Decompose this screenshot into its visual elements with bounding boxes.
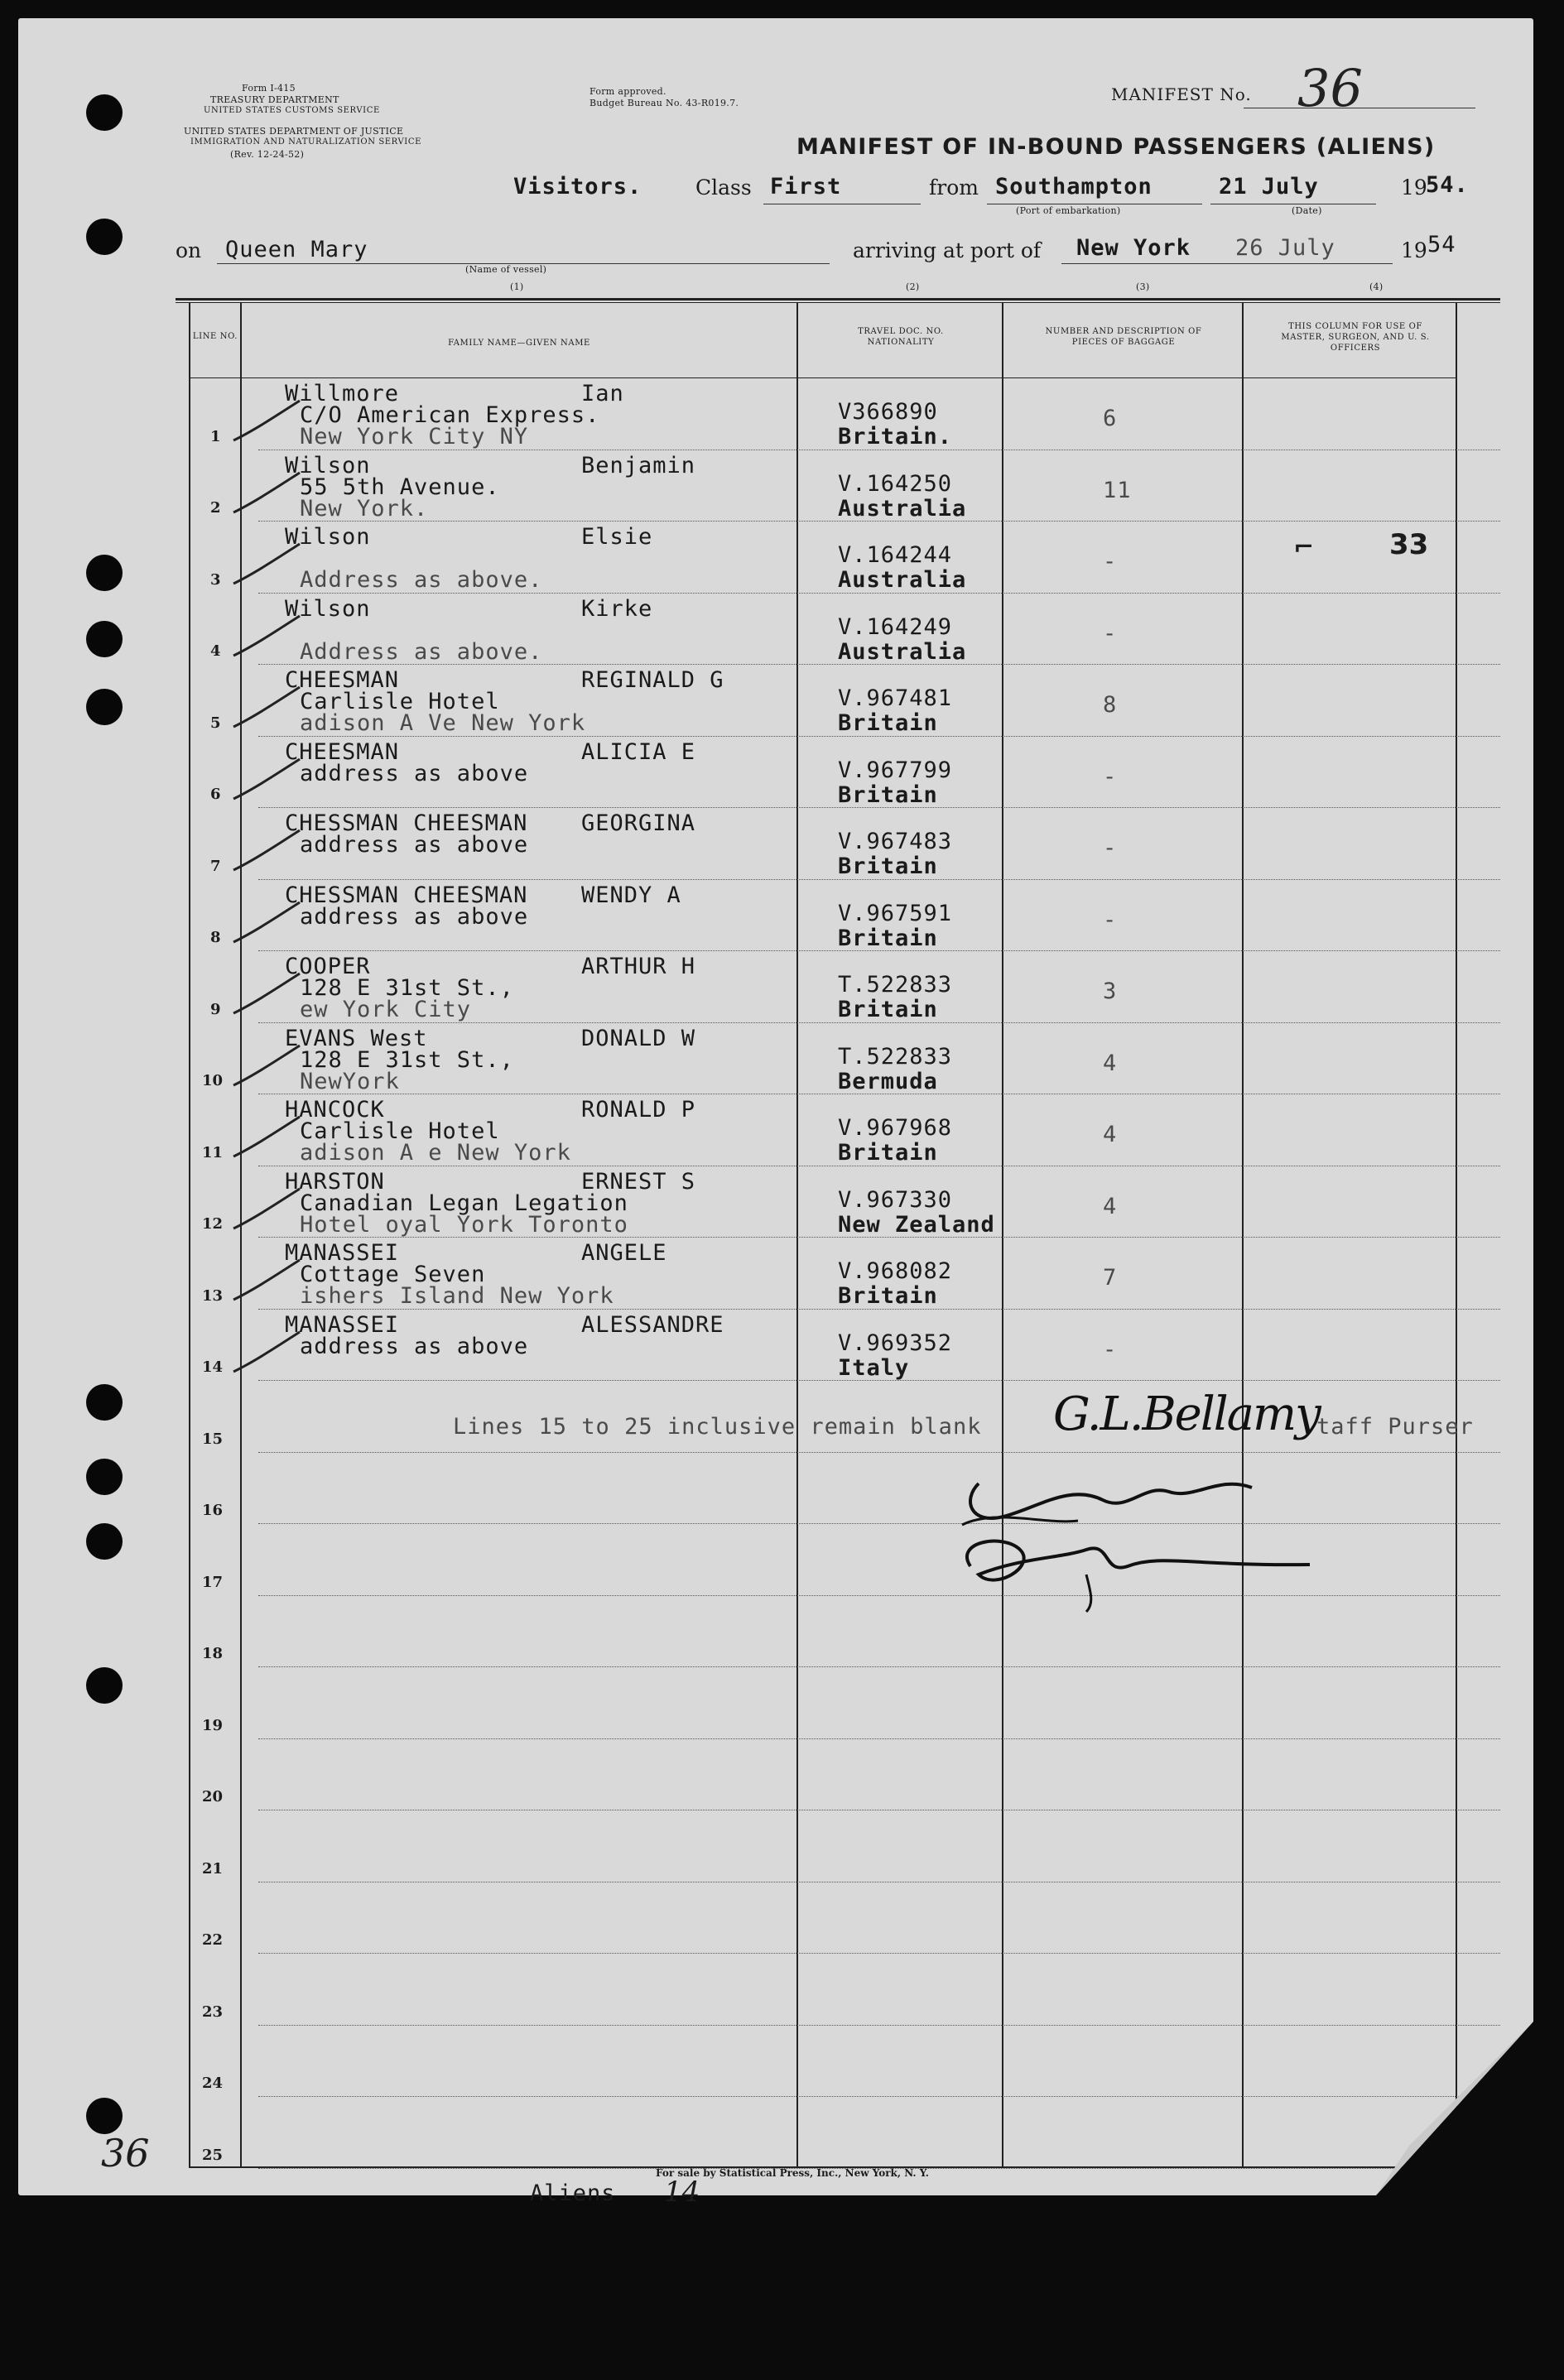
nationality: Britain [838,925,938,951]
nationality: Britain [838,781,938,808]
address-line-1: address as above [300,903,529,930]
given-name: REGINALD G [581,667,724,693]
given-name: ERNEST S [581,1168,696,1195]
row-number: 25 [202,2146,224,2164]
arrival-underline [1061,263,1393,264]
form-revision: (Rev. 12-24-52) [230,149,305,160]
col-marker-2: (2) [906,281,920,292]
row-number: 18 [202,1645,224,1662]
family-name: COOPER [285,954,371,979]
address-line-1: address as above [300,832,529,858]
ins-service: IMMIGRATION AND NATURALIZATION SERVICE [190,137,421,147]
family-name: HANCOCK [285,1097,385,1123]
check-mark-icon [229,1257,304,1306]
address-line-1: Carlisle Hotel [300,1118,500,1144]
visitor-category: Visitors. [513,174,642,200]
travel-doc-no: V.967330 [838,1186,953,1213]
given-name: RONALD P [581,1097,696,1123]
row-number: 24 [202,2075,224,2092]
manifest-sheet [18,18,1533,2209]
folded-corner [1376,2022,1533,2195]
row-number: 10 [202,1072,224,1089]
table-top-rule [176,298,1500,301]
address-line-2: ew York City [300,997,472,1022]
treasury-dept: TREASURY DEPARTMENT [210,94,339,105]
officer-note: 33 [1389,528,1429,561]
departure-year: 54. [1426,172,1469,198]
table-right-border [1456,302,1457,2166]
travel-doc-no: T.522833 [838,972,953,998]
address-line-2: ishers Island New York [300,1283,614,1309]
row-rule [258,1738,1500,1739]
punch-hole [86,219,123,255]
travel-doc-no: V.967483 [838,829,953,854]
family-name: CHEESMAN [285,667,400,693]
check-mark-icon [229,684,304,733]
given-name: ANGELE [581,1240,667,1266]
baggage-count: - [1103,906,1118,933]
baggage-count: 4 [1103,1122,1118,1147]
nationality: Britain [838,997,938,1022]
header-bottom-rule [189,377,1456,378]
check-mark-icon [229,469,304,519]
form-number: Form I-415 [242,83,296,94]
on-label: on [176,238,202,262]
row-number: 3 [210,570,221,589]
given-name: GEORGINA [581,810,696,836]
class-value: First [770,174,842,200]
col-marker-1: (1) [510,281,524,292]
arrival-date: 26 July [1235,235,1335,261]
row-number: 8 [210,929,221,946]
name-col-divider [796,302,798,2166]
arrival-year-prefix: 19 [1401,238,1427,262]
travel-doc-no: V.164249 [838,613,953,640]
aliens-count: 14 [664,2176,700,2209]
check-mark-icon [229,827,304,877]
punch-hole [86,2098,123,2134]
nationality: Australia [838,495,967,522]
address-line-1: 128 E 31st St., [300,975,514,1001]
blank-lines-note: Lines 15 to 25 inclusive remain blank [453,1414,982,1440]
row-rule [258,2025,1500,2026]
manifest-no-label: MANIFEST No. [1111,84,1252,104]
baggage-count: 11 [1103,477,1132,503]
date-note: (Date) [1292,205,1322,216]
doc-col-divider [1002,302,1003,2166]
header-line-no: LINE NO. [192,332,238,341]
given-name: WENDY A [581,882,681,908]
travel-doc-no: V366890 [838,399,938,425]
row-number: 15 [202,1430,224,1448]
baggage-count: - [1103,620,1118,647]
travel-doc-no: V.967481 [838,685,953,711]
nationality: Britain [838,1283,938,1309]
check-mark-icon [229,541,304,590]
check-mark-icon [229,613,304,662]
row-number: 19 [202,1716,224,1734]
justice-dept: UNITED STATES DEPARTMENT OF JUSTICE [184,126,404,137]
row-number: 21 [202,1859,224,1878]
family-name: Wilson [285,452,371,478]
row-number: 2 [210,499,221,517]
family-name: Wilson [285,595,371,622]
nationality: Britain [838,853,938,879]
nationality: Australia [838,567,967,593]
margin-note: 36 [101,2131,150,2176]
departure-date: 21 July [1219,174,1319,200]
nationality: Britain [838,1140,938,1166]
check-mark-icon [229,1113,304,1163]
printer-note: For sale by Statistical Press, Inc., New York, N. Y. [656,2167,929,2179]
address-line-2: New York. [300,495,429,522]
travel-doc-no: V.967799 [838,757,953,783]
baggage-count: - [1103,1336,1118,1363]
purser-title: taff Purser [1316,1414,1474,1440]
given-name: ALESSANDRE [581,1311,724,1338]
header-officers: THIS COLUMN FOR USE OF MASTER, SURGEON, AND U. S. OFFICERS [1281,322,1430,353]
travel-doc-no: V.968082 [838,1258,953,1284]
given-name: ALICIA E [581,738,696,765]
header-baggage: NUMBER AND DESCRIPTION OF PIECES OF BAGGAGE [1045,327,1202,347]
family-name: Willmore [285,381,400,406]
row-number: 5 [210,714,221,732]
purser-signature: G.L.Bellamy [1053,1387,1320,1441]
family-name: CHESSMAN CHEESMAN [285,810,528,836]
nationality: New Zealand [838,1211,995,1238]
punch-hole [86,1384,123,1421]
address-line-1: 55 5th Avenue. [300,474,500,500]
row-number: 4 [210,642,221,660]
nationality: Britain. [838,424,953,450]
year-prefix: 19 [1401,175,1427,200]
baggage-count: - [1103,835,1118,861]
vessel-name: Queen Mary [225,237,368,262]
travel-doc-no: V.967591 [838,900,953,926]
header-name: FAMILY NAME—GIVEN NAME [448,339,590,348]
manifest-number: 36 [1297,58,1363,118]
address-line-2: adison A e New York [300,1140,571,1166]
family-name: HARSTON [285,1168,385,1195]
check-mark-icon [229,397,304,447]
baggage-count: 7 [1103,1265,1118,1291]
address-line-1: address as above [300,1333,529,1359]
given-name: Kirke [581,595,653,622]
row-number: 11 [202,1143,224,1161]
given-name: Ian [581,381,624,406]
nationality: Bermuda [838,1068,938,1094]
row-number: 14 [202,1358,224,1376]
family-name: EVANS West [285,1025,428,1051]
table-top-rule-2 [176,302,1500,303]
aliens-label: Aliens [530,2180,616,2206]
address-line-1: address as above [300,760,529,786]
arrival-year: 54 [1427,232,1456,257]
table-left-border [189,302,190,2166]
punch-hole [86,621,123,657]
family-name: CHESSMAN CHEESMAN [285,882,528,908]
baggage-count: 3 [1103,978,1118,1004]
check-mark-icon [229,1185,304,1235]
given-name: ARTHUR H [581,954,696,979]
class-label: Class [695,175,752,200]
given-name: DONALD W [581,1025,696,1051]
from-label: from [929,175,979,200]
baggage-count: 4 [1103,1050,1118,1076]
col-marker-4: (4) [1369,281,1384,292]
address-line-2: Address as above. [300,567,543,593]
punch-hole [86,1667,123,1704]
baggage-col-divider [1242,302,1244,2166]
baggage-count: 4 [1103,1193,1118,1219]
address-line-2: NewYork [300,1068,400,1094]
baggage-count: - [1103,549,1118,575]
check-mark-icon [229,1329,304,1378]
header-doc: TRAVEL DOC. NO. NATIONALITY [858,327,944,347]
row-rule [258,1666,1500,1667]
given-name: Benjamin [581,452,696,478]
travel-doc-no: V.969352 [838,1329,953,1356]
address-line-1: 128 E 31st St., [300,1046,514,1073]
travel-doc-no: V.967968 [838,1115,953,1141]
given-name: Elsie [581,524,653,550]
row-number: 7 [210,857,221,875]
row-number: 16 [202,1502,224,1519]
punch-hole [86,689,123,725]
officer-signature [946,1450,1326,1616]
row-number: 22 [202,1931,224,1949]
nationality: Italy [838,1354,910,1381]
baggage-count: 6 [1103,406,1118,431]
row-number: 1 [210,427,221,445]
arrival-port: New York [1076,235,1191,261]
row-number: 17 [202,1573,224,1591]
col-marker-3: (3) [1136,281,1150,292]
row-rule [258,2096,1500,2097]
check-mark-icon [229,1042,304,1092]
address-line-1: Canadian Legan Legation [300,1190,628,1216]
manifest-title: MANIFEST OF IN-BOUND PASSENGERS (ALIENS) [796,134,1436,160]
travel-doc-no: V.164250 [838,470,953,497]
row-number: 13 [202,1286,224,1305]
family-name: Wilson [285,524,371,550]
travel-doc-no: V.164244 [838,542,953,568]
embarkation-note: (Port of embarkation) [1016,205,1121,216]
budget-bureau: Budget Bureau No. 43-R019.7. [590,98,739,108]
row-rule [258,1953,1500,1954]
nationality: Australia [838,638,967,665]
embarkation-port: Southampton [995,174,1153,200]
row-number: 12 [202,1215,224,1233]
check-mark-icon [229,970,304,1020]
form-approved: Form approved. [590,86,667,97]
family-name: MANASSEI [285,1311,400,1338]
address-line-1: Cottage Seven [300,1262,486,1287]
punch-hole [86,94,123,131]
punch-hole [86,555,123,591]
address-line-1: Carlisle Hotel [300,689,500,714]
travel-doc-no: T.522833 [838,1043,953,1070]
vessel-note: (Name of vessel) [465,264,547,275]
address-line-1: C/O American Express. [300,402,600,428]
check-mark-icon [229,899,304,949]
customs-service: UNITED STATES CUSTOMS SERVICE [204,106,380,115]
row-number: 20 [202,1788,224,1805]
nationality: Britain [838,710,938,736]
arriving-label: arriving at port of [853,238,1042,262]
address-line-2: New York City NY [300,424,529,450]
address-line-2: adison A Ve New York [300,710,586,736]
punch-hole [86,1459,123,1495]
check-mark-icon [229,756,304,805]
family-name: MANASSEI [285,1240,400,1266]
row-number: 9 [210,1000,221,1018]
row-number: 6 [210,786,221,803]
baggage-count: 8 [1103,692,1118,718]
officer-mark-icon: ⌐ [1293,533,1315,562]
family-name: CHEESMAN [285,738,400,765]
punch-hole [86,1523,123,1560]
row-number: 23 [202,2003,224,2021]
baggage-count: - [1103,763,1118,790]
address-line-2: Hotel oyal York Toronto [300,1211,628,1238]
address-line-2: Address as above. [300,638,543,665]
